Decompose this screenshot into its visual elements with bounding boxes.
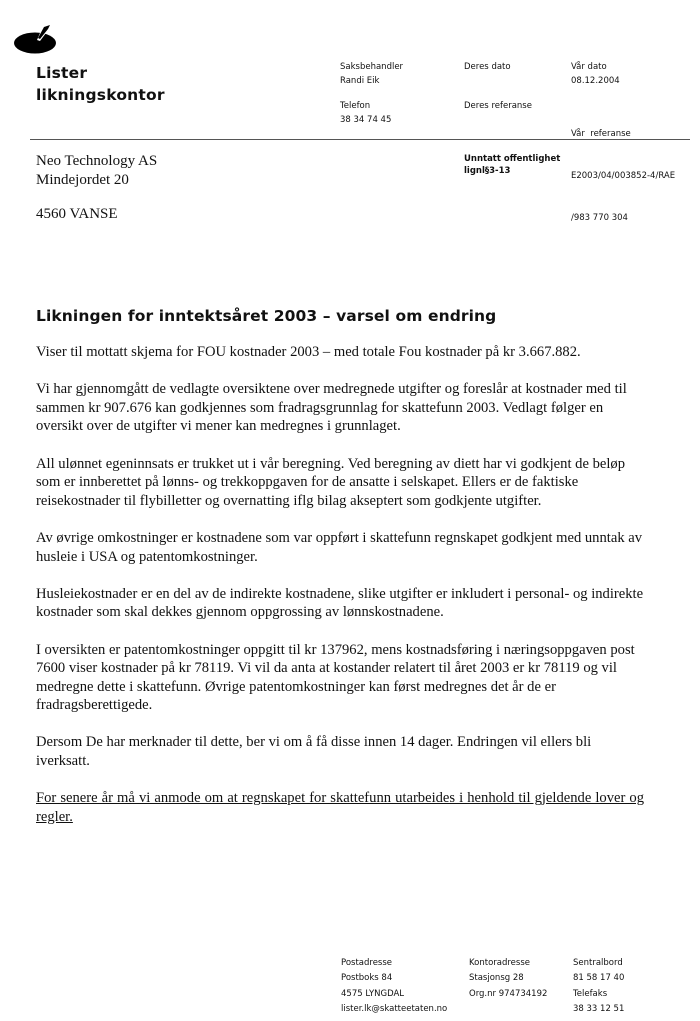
footer-sentralbord xyxy=(573,956,624,1017)
kontoradresse-label: Kontoradresse xyxy=(469,958,530,968)
recipient-address xyxy=(36,152,157,224)
sender-organization-name xyxy=(36,62,165,106)
org-name-line1: Lister xyxy=(36,64,88,82)
footer-kontoradresse xyxy=(469,956,547,1002)
var-dato-value: 08.12.2004 xyxy=(571,76,620,86)
confidentiality-line1: Unntatt offentlighet xyxy=(464,154,561,164)
recipient-name: Neo Technology AS xyxy=(36,153,158,169)
body-paragraph: I oversikten er patentomkostninger oppgitt til kr 137962, mens kostnadsføring i næringsoppgaven post 7600 viser kostnader på kr 78119. Vi vil da anta at kostander relatert til året 2003 er kr 78119 og vil medregne dette i skattefunn. Øvrige patentomkostninger kan først medregnes det år de er fradragsberettigede. xyxy=(36,641,635,714)
telefaks-value: 38 33 12 51 xyxy=(573,1003,625,1014)
saksbehandler-label: Saksbehandler xyxy=(340,62,404,72)
postadresse-line1: Postboks 84 xyxy=(341,973,393,984)
org-nr: Org.nr 974734192 xyxy=(469,988,548,999)
confidentiality-notice xyxy=(464,153,560,177)
telefon-label: Telefon xyxy=(340,101,371,111)
header-divider xyxy=(30,139,690,140)
letter-subject: Likningen for inntektsåret 2003 – varsel om endring xyxy=(36,307,497,325)
body-paragraph: All ulønnet egeninnsats er trukket ut i vår beregning. Ved beregning av diett har vi godkjent de beløp som er innberettet på lønns- og trekkoppgaven for de ansatte i selskapet. Ellers er de faktiske reisekostnader til flybilletter og overnatting iflg bilag akseptert som godkjente utgifter. xyxy=(36,455,626,509)
meta-telefon xyxy=(340,99,391,127)
confidentiality-line2: lignl§3-13 xyxy=(464,166,511,176)
body-paragraph: Husleiekostnader er en del av de indirekte kostnadene, slike utgifter er inkludert i personal- og indirekte kostnader som skal dekkes gjennom oppgrossing av lønnskostnadene. xyxy=(36,585,644,621)
sentralbord-value: 81 58 17 40 xyxy=(573,973,625,984)
meta-var-dato xyxy=(571,60,620,88)
footer-postadresse xyxy=(341,956,447,1017)
body-paragraph-underlined: For senere år må vi anmode om at regnskapet for skattefunn utarbeides i henhold til gjeldende lover og regler. xyxy=(36,790,644,825)
tax-authority-logo-icon xyxy=(13,24,59,54)
telefaks-label: Telefaks xyxy=(573,988,608,999)
meta-deres-referanse xyxy=(464,99,532,113)
saksbehandler-value: Randi Eik xyxy=(340,76,380,86)
body-paragraph: Dersom De har merknader til dette, ber vi om å få disse innen 14 dager. Endringen vil ellers bli iverksatt. xyxy=(36,734,592,770)
deres-referanse-label: Deres referanse xyxy=(464,101,532,111)
telefon-value: 38 34 74 45 xyxy=(340,115,392,125)
footer-email: lister.lk@skatteetaten.no xyxy=(341,1003,448,1014)
var-dato-label: Vår dato xyxy=(571,62,607,72)
meta-var-referanse xyxy=(571,99,675,239)
sentralbord-label: Sentralbord xyxy=(573,958,623,968)
recipient-street: Mindejordet 20 xyxy=(36,172,129,188)
recipient-city: 4560 VANSE xyxy=(36,206,118,222)
var-referanse-label: Vår referanse xyxy=(571,129,631,139)
letter-body xyxy=(36,343,666,845)
body-paragraph: Viser til mottatt skjema for FOU kostnader 2003 – med totale Fou kostnader på kr 3.667.882. xyxy=(36,344,581,360)
body-paragraph: Vi har gjennomgått de vedlagte oversiktene over medregnede utgifter og foreslår at kostnader med til sammen kr 907.676 kan godkjennes som fradragsgrunnlag for skattefunn 2003. Vedlagt følger en oversikt over de utgifter vi mener kan medregnes i grunnlaget. xyxy=(36,381,627,435)
kontoradresse-line1: Stasjonsg 28 xyxy=(469,973,524,984)
deres-dato-label: Deres dato xyxy=(464,62,511,72)
var-referanse-line2: /983 770 304 xyxy=(571,213,628,223)
body-paragraph: Av øvrige omkostninger er kostnadene som var oppført i skattefunn regnskapet godkjent med unntak av husleie i USA og patentomkostninger. xyxy=(36,529,643,565)
postadresse-line2: 4575 LYNGDAL xyxy=(341,988,405,999)
var-referanse-line1: E2003/04/003852-4/RAE xyxy=(571,171,676,181)
postadresse-label: Postadresse xyxy=(341,958,393,968)
meta-deres-dato xyxy=(464,60,511,74)
meta-saksbehandler xyxy=(340,60,403,88)
org-name-line2: likningskontor xyxy=(36,86,165,104)
